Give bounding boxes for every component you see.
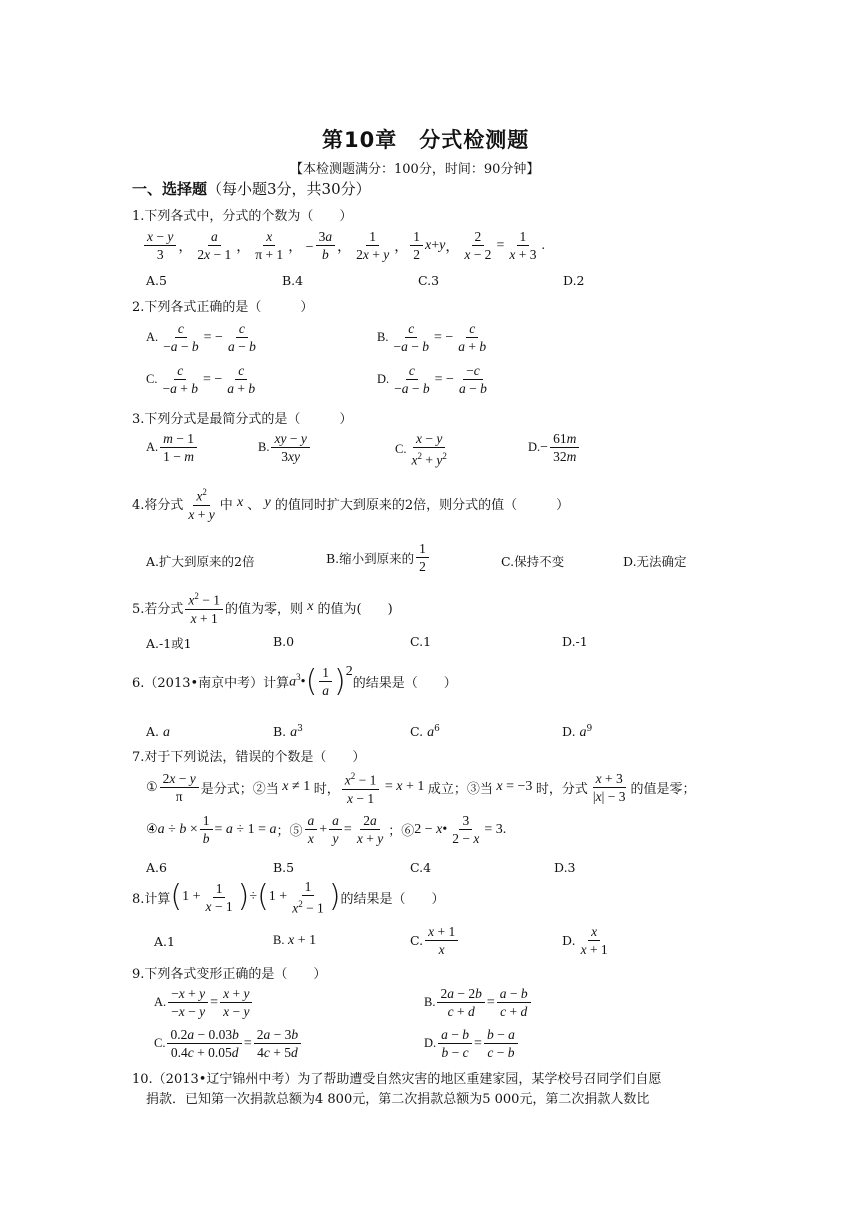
fraction: $\frac{1}{2}$ [410,228,423,263]
option-a: A.5 [146,273,167,288]
option-d: D.2 [563,273,585,288]
option-d: D.3 [554,860,576,875]
fraction: $\frac{3a}{b}$ [316,228,336,263]
option-c: C.4 [410,860,432,875]
option-c: C. $a^6$ [410,724,440,741]
section-label: 一、选择题 [132,180,208,198]
question-6-stem: 6.（2013•南京中考）计算 $a^3•$ ( $\frac{1}{a}$ ) 2 的结果是（ ） [132,663,457,699]
fraction: $\frac{1}{x + 3}$ [509,229,537,262]
fraction: $\frac{a}{2x - 1}$ [197,229,232,262]
option-d: D. $\frac{x}{x + 1}$ [562,924,608,957]
section-choice-header [132,178,371,199]
option-a: A.1 [154,934,175,949]
option-d: D.无法确定 [623,554,687,569]
question-2-option-a: A. $\frac{c}{-a - b}$ = − $\frac{c}{a - b}$ [146,321,256,354]
question-9-option-d: D. $\frac{a - b}{b - c}$ = $\frac{b - a}{c - b}$ [424,1026,520,1061]
fraction: $\frac{x - y}{3}$ [144,228,176,263]
question-1-expressions: $\frac{x - y}{3}$ ， $\frac{a}{2x - 1}$ ， $\frac{x}{\pi + 1}$ ， − $\frac{3a}{b}$ ， $\frac{1}{2x + y}$ ， $\frac{1}{2}$ x + y ， $\frac{2}{x - 2}$ = $\frac{1}{x + 3}$ . [142,228,545,263]
question-7-stem: 7.对于下列说法，错误的个数是（ ） [132,750,366,765]
option-b: B.缩小到原来的 $\frac{1}{2}$ [326,540,431,575]
question-10-line-2: 捐款．已知第一次捐款总额为4 800元，第二次捐款总额为5 000元，第二次捐款人数比 [146,1092,650,1107]
question-1-stem: 1.下列各式中，分式的个数为（ ） [132,209,353,224]
question-2-stem: 2.下列各式正确的是（ ） [132,300,314,315]
option-d: D. $a^9$ [562,724,593,741]
option-a: A.扩大到原来的2倍 [146,554,255,569]
question-10-line-1: 10.（2013•辽宁锦州中考）为了帮助遭受自然灾害的地区重建家园，某学校号召同学们自愿 [132,1072,662,1087]
page-title: 第10章 分式检测题 [322,128,530,152]
question-7-line-2: ④ a ÷ b × $\frac{1}{b}$ = a ÷ 1 = a ；⑤ $\frac{a}{x}$ + $\frac{a}{y}$ = $\frac{2a}{x + y}$ ；⑥ 2 − x• $\frac{3}{2 - x}$ = 3. [146,813,507,846]
question-9-option-c: C. $\frac{0.2a - 0.03b}{0.4c + 0.05d}$ = $\frac{2a - 3b}{4c + 5d}$ [154,1026,303,1061]
fraction: $\frac{x}{\pi + 1}$ [255,229,284,262]
question-3-option-a: A. $\frac{m - 1}{1 - m}$ [146,430,199,465]
question-2-option-c: C. $\frac{c}{-a + b}$ = − $\frac{c}{a + b}$ [146,363,256,396]
option-c: C.保持不变 [501,554,565,569]
question-8-stem: 8.计算 ( 1 + $\frac{1}{x - 1}$ ) ÷ ( 1 + $\frac{1}{x^2 - 1}$ ) 的结果是（ ） [132,879,445,916]
option-a: A. a [146,724,170,740]
fraction: $\frac{1}{2x + y}$ [356,229,390,262]
question-3-option-b: B. $\frac{xy - y}{3xy}$ [258,430,312,465]
option-b: B. x + 1 [273,933,317,948]
option-b: B.0 [273,634,295,649]
question-2-option-b: B. $\frac{c}{-a - b}$ = − $\frac{c}{a + b}$ [377,321,487,354]
score-time-note: 【本检测题满分：100分，时间：90分钟】 [290,162,540,177]
section-note: （每小题3分，共30分） [207,180,371,198]
option-c: C.1 [410,634,432,649]
question-9-option-b: B. $\frac{2a - 2b}{c + d}$ = $\frac{a - b}{c + d}$ [424,985,533,1020]
question-7-line-1: ① $\frac{2x - y}{\pi}$ 是分式；②当 x ≠ 1 时， $\frac{x^2 - 1}{x - 1}$ = x + 1 成立；③当 x = −3 时，分式 $\frac{x + 3}{|x| - 3}$ 的值是零； [146,768,695,807]
question-2-option-d: D. $\frac{c}{-a - b}$ = − $\frac{-c}{a - b}$ [377,363,487,396]
option-c: C.3 [418,273,440,288]
fraction: $\frac{2}{x - 2}$ [464,229,492,262]
option-a: A.-1或1 [146,636,192,651]
question-9-option-a: A. $\frac{-x + y}{-x - y}$ = $\frac{x + y}{x - y}$ [154,985,254,1020]
option-c: C. $\frac{x + 1}{x}$ [410,923,460,958]
question-3-option-c: C. $\frac{x - y}{x^2 + y^2}$ [395,431,447,468]
option-b: B.4 [282,273,304,288]
option-b: B.5 [273,860,295,875]
option-b: B. $a^3$ [273,724,303,741]
question-9-stem: 9.下列各式变形正确的是（ ） [132,967,327,982]
question-5-stem: 5.若分式 $\frac{x^2 - 1}{x + 1}$ 的值为零，则 x 的值为( ) [132,588,393,627]
option-a: A.6 [146,860,167,875]
question-3-stem: 3.下列分式是最简分式的是（ ） [132,412,353,427]
question-3-option-d: D. − $\frac{61m}{32m}$ [528,430,581,465]
question-4-stem: 4.将分式 $\frac{x^2}{x + y}$ 中 x 、 y 的值同时扩大到原来的2倍，则分式的值（ ） [132,484,569,523]
option-d: D.-1 [562,634,588,649]
